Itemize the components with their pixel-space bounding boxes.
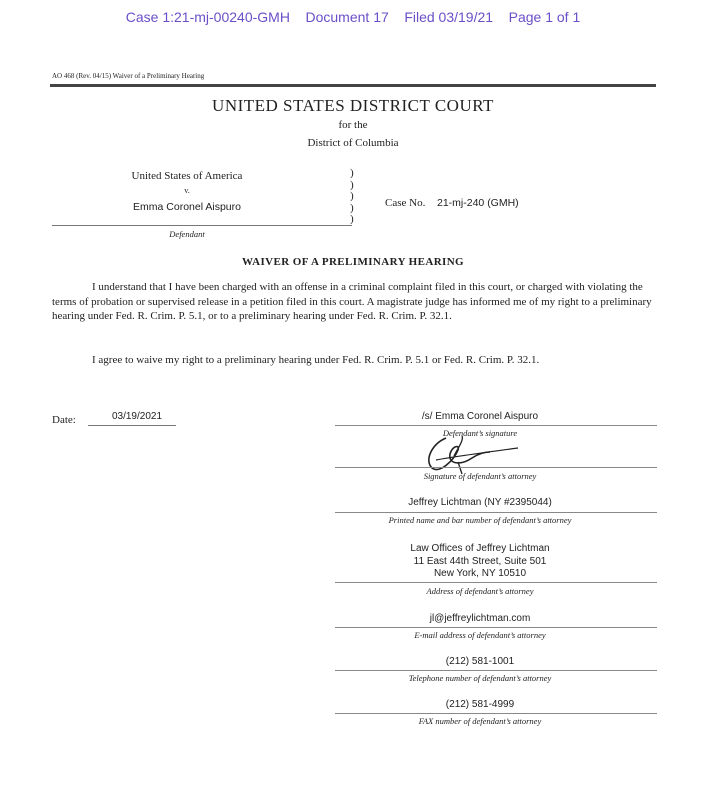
date-rule (88, 425, 176, 426)
defendant-label: Defendant (169, 229, 205, 239)
document-title: WAIVER OF A PRELIMINARY HEARING (241, 256, 465, 268)
date-value: 03/19/2021 (111, 411, 163, 422)
attorney-phone: (212) 581-1001 (445, 656, 515, 667)
fax-label: FAX number of defendant’s attorney (418, 716, 542, 726)
caption-parentheses: ) ) ) ) ) (350, 167, 354, 225)
court-for: for the (338, 119, 368, 131)
court-district: District of Columbia (307, 137, 399, 149)
address-line-3: New York, NY 10510 (433, 568, 527, 579)
paragraph-1: I understand that I have been charged with an offense in a criminal complaint filed in this court, or charged with violating the terms of probation or supervised release in a petition filed in this court. A magistrate judge has informed me of my right to a preliminary hearing under Fed. R. Crim. P. 5.1, or to a preliminary hearing under Fed. R. Crim. P. 32.1. (52, 281, 652, 322)
address-label: Address of defendant’s attorney (426, 586, 534, 596)
header-rule (50, 84, 656, 87)
phone-label: Telephone number of defendant’s attorney (408, 673, 552, 683)
attorney-address (335, 543, 625, 581)
email-rule (335, 627, 657, 628)
attorney-signature-rule (335, 467, 657, 468)
email-label: E-mail address of defendant’s attorney (414, 630, 546, 640)
defendant-signature: /s/ Emma Coronel Aispuro (421, 411, 539, 422)
address-rule (335, 582, 657, 583)
defendant-name: Emma Coronel Aispuro (133, 201, 241, 213)
attorney-fax: (212) 581-4999 (445, 699, 515, 710)
versus-label: v. (184, 186, 190, 195)
caption-rule (52, 225, 352, 226)
ecf-header-stamp: Case 1:21-mj-00240-GMH Document 17 Filed 03/19/21 Page 1 of 1 (125, 9, 581, 25)
court-title: UNITED STATES DISTRICT COURT (212, 96, 494, 115)
attorney-name-rule (335, 512, 657, 513)
defendant-signature-rule (335, 425, 657, 426)
case-number: 21-mj-240 (GMH) (437, 197, 519, 209)
paragraph-2: I agree to waive my right to a preliminary hearing under Fed. R. Crim. P. 5.1 or Fed. R. Crim. P. 32.1. (92, 354, 540, 366)
fax-rule (335, 713, 657, 714)
date-label: Date: (52, 414, 76, 426)
case-no-label: Case No. (385, 197, 426, 209)
address-line-1: Law Offices of Jeffrey Lichtman (410, 543, 550, 554)
defendant-signature-label: Defendant’s signature (442, 428, 518, 438)
form-id: AO 468 (Rev. 04/15) Waiver of a Preliminary Hearing (52, 72, 205, 80)
attorney-name: Jeffrey Lichtman (NY #2395044) (408, 497, 552, 508)
attorney-signature-label: Signature of defendant’s attorney (423, 471, 537, 481)
attorney-email: jl@jeffreylichtman.com (429, 613, 531, 624)
plaintiff-name: United States of America (131, 170, 243, 182)
phone-rule (335, 670, 657, 671)
address-line-2: 11 East 44th Street, Suite 501 (413, 555, 547, 567)
attorney-name-label: Printed name and bar number of defendant’s attorney (388, 515, 572, 525)
